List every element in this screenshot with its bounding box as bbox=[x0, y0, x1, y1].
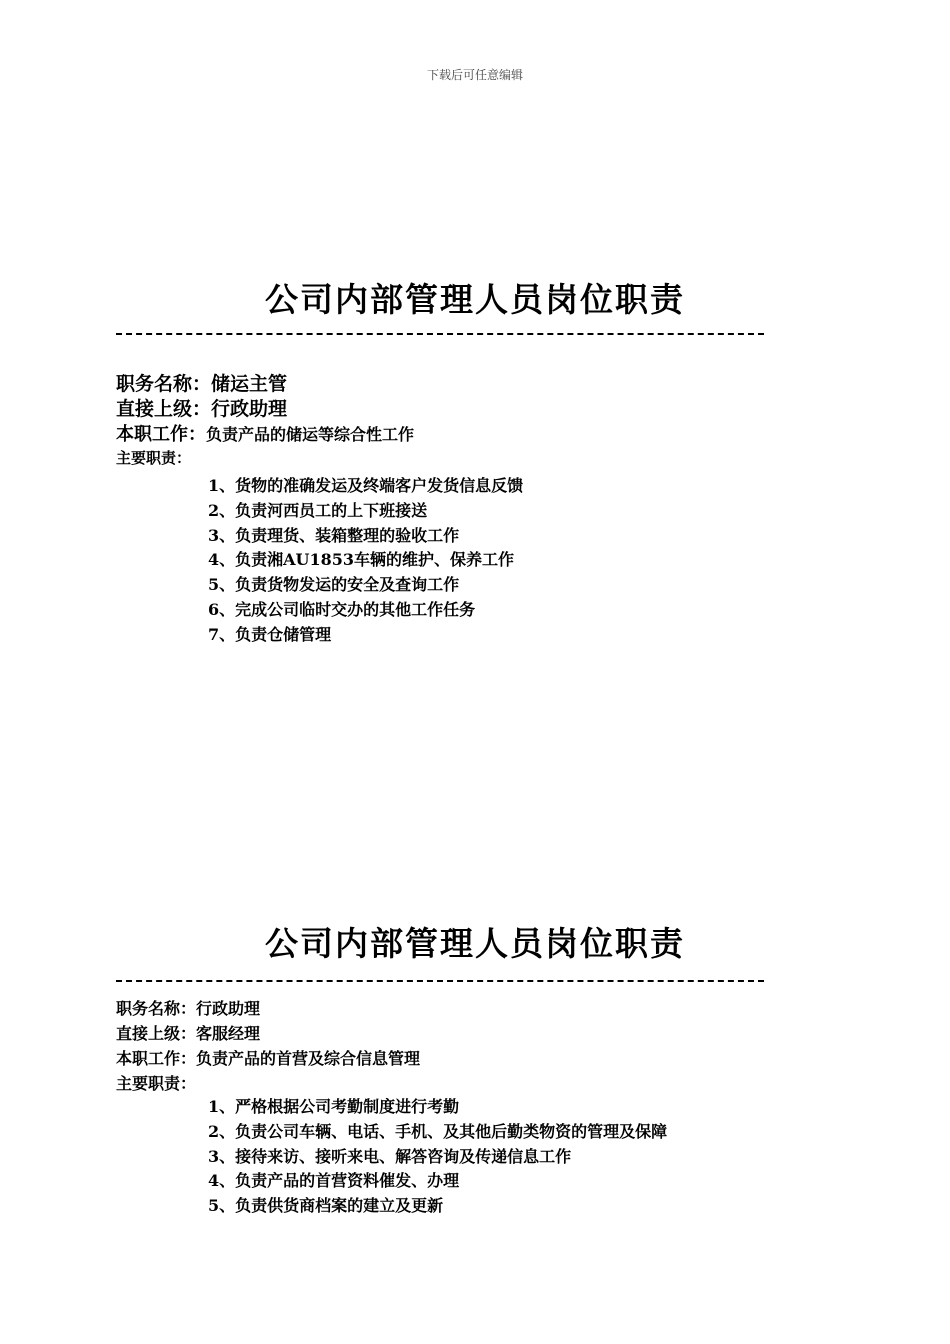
dashed-divider bbox=[116, 980, 764, 982]
field-supervisor bbox=[116, 1021, 420, 1046]
duty-item: 3、接待来访、接听来电、解答咨询及传递信息工作 bbox=[208, 1146, 572, 1166]
duty-item: 3、负责理货、装箱整理的验收工作 bbox=[208, 525, 460, 545]
field-value: 行政助理 bbox=[211, 398, 288, 420]
job-section-admin-assistant bbox=[0, 922, 950, 1216]
section-title: 公司内部管理人员岗位职责 bbox=[265, 924, 685, 963]
section-title: 公司内部管理人员岗位职责 bbox=[265, 280, 685, 319]
field-label: 职务名称： bbox=[116, 999, 197, 1018]
field-label: 直接上级： bbox=[116, 1024, 197, 1043]
duty-item: 4、负责产品的首营资料催发、办理 bbox=[208, 1171, 460, 1191]
duty-item: 7、负责仓储管理 bbox=[208, 624, 332, 644]
field-value: 储运主管 bbox=[211, 373, 288, 395]
field-value: 负责产品的首营及综合信息管理 bbox=[196, 1049, 421, 1068]
duty-list bbox=[208, 474, 523, 648]
duty-item: 2、负责河西员工的上下班接送 bbox=[208, 500, 428, 520]
field-value: 负责产品的储运等综合性工作 bbox=[206, 425, 415, 444]
field-label: 职务名称： bbox=[116, 373, 212, 395]
field-label: 本职工作： bbox=[116, 424, 206, 445]
duty-item: 5、负责货物发运的安全及查询工作 bbox=[208, 575, 460, 595]
duty-item: 1、货物的准确发运及终端客户发货信息反馈 bbox=[208, 476, 524, 495]
field-main-duties bbox=[116, 1071, 420, 1096]
field-label: 主要职责： bbox=[116, 449, 192, 467]
job-section-storage-supervisor bbox=[0, 278, 950, 644]
job-fields bbox=[116, 372, 414, 469]
duty-item: 2、负责公司车辆、电话、手机、及其他后勤类物资的管理及保障 bbox=[208, 1121, 668, 1141]
job-fields bbox=[116, 996, 420, 1096]
field-value: 行政助理 bbox=[196, 999, 261, 1018]
duty-item: 1、严格根据公司考勤制度进行考勤 bbox=[208, 1097, 460, 1116]
field-main-duties bbox=[116, 447, 414, 469]
field-label: 本职工作： bbox=[116, 1049, 197, 1068]
dashed-divider bbox=[116, 333, 764, 335]
field-label: 直接上级： bbox=[116, 398, 212, 420]
field-job-title bbox=[116, 996, 420, 1021]
field-job-title bbox=[116, 372, 414, 397]
duty-item: 6、完成公司临时交办的其他工作任务 bbox=[208, 599, 476, 619]
field-supervisor bbox=[116, 397, 414, 422]
duty-item: 5、负责供货商档案的建立及更新 bbox=[208, 1196, 444, 1216]
duty-list bbox=[208, 1095, 667, 1219]
header-note: 下载后可任意编辑 bbox=[426, 68, 523, 82]
field-value: 客服经理 bbox=[196, 1024, 261, 1043]
duty-item: 4、负责湘AU1853车辆的维护、保养工作 bbox=[208, 550, 515, 570]
field-label: 主要职责： bbox=[116, 1074, 197, 1093]
field-core-work bbox=[116, 1046, 420, 1071]
field-core-work bbox=[116, 422, 414, 447]
